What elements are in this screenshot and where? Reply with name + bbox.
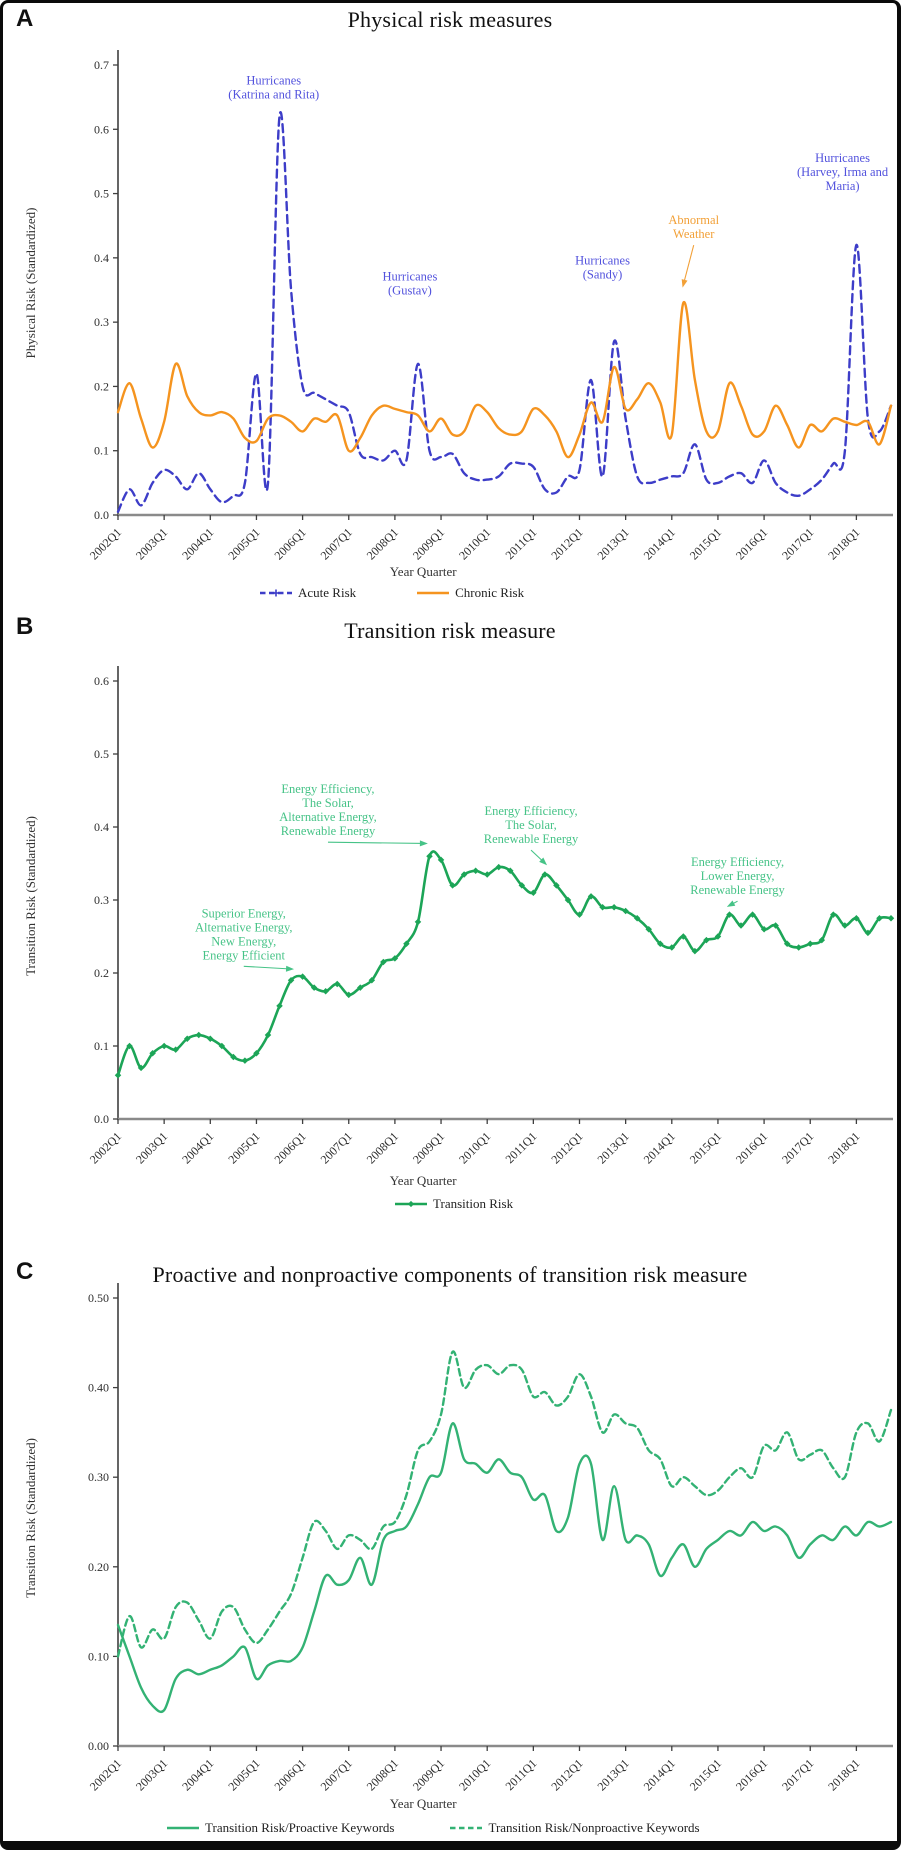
x-tick-label: 2015Q1 — [686, 1129, 725, 1167]
legend-label: Acute Risk — [298, 585, 357, 600]
y-tick-label: 0.1 — [94, 443, 109, 458]
annotation-text: Abnormal Weather — [668, 213, 720, 242]
annotation-text: Superior Energy, Alternative Energy, New Energy, Energy Efficient — [194, 906, 293, 963]
x-tick-label: 2014Q1 — [640, 1756, 678, 1794]
y-tick-label: 0.10 — [88, 1649, 109, 1664]
x-tick-label: 2009Q1 — [409, 1129, 448, 1167]
y-tick-label: 0.2 — [94, 379, 109, 394]
data-point-marker — [472, 868, 479, 875]
x-tick-label: 2012Q1 — [548, 1129, 586, 1167]
panel-a-legend — [259, 585, 524, 601]
annotation-text: Hurricanes (Gustav) — [382, 269, 438, 298]
panel-b-ylabel: Transition Risk (Standardized) — [23, 816, 38, 976]
x-tick-label: 2005Q1 — [225, 1129, 263, 1167]
y-tick-label: 0.3 — [94, 315, 109, 330]
x-tick-label: 2012Q1 — [548, 1756, 586, 1794]
annotation-arrow — [683, 245, 693, 285]
annotation-arrow — [244, 966, 291, 969]
data-point-marker — [196, 1032, 203, 1039]
y-tick-label: 0.6 — [94, 122, 109, 137]
x-tick-label: 2017Q1 — [779, 1129, 817, 1167]
legend-item — [166, 1820, 394, 1836]
x-tick-label: 2007Q1 — [317, 1756, 355, 1794]
series-transition-risk-nonproactive-keywords — [118, 1351, 891, 1656]
legend-swatch — [394, 1198, 428, 1210]
panel-b-label: B — [16, 613, 34, 640]
legend-label: Transition Risk — [433, 1196, 514, 1211]
x-tick-label: 2004Q1 — [179, 1129, 217, 1167]
x-tick-label: 2008Q1 — [363, 1756, 402, 1794]
x-tick-label: 2017Q1 — [779, 1756, 817, 1794]
panel-a-chart — [3, 3, 897, 611]
x-tick-label: 2008Q1 — [363, 525, 402, 563]
panel-c-chart — [3, 1256, 897, 1840]
legend-swatch — [259, 587, 293, 599]
x-tick-label: 2010Q1 — [456, 1129, 494, 1167]
data-point-marker — [888, 915, 895, 922]
annotation-text: Hurricanes (Harvey, Irma and Maria) — [796, 150, 889, 193]
y-tick-label: 0.1 — [94, 1039, 109, 1053]
x-tick-label: 2018Q1 — [825, 525, 863, 563]
panel-c-title: Proactive and nonproactive components of transition risk measure — [152, 1262, 748, 1287]
data-point-marker — [161, 1043, 168, 1050]
y-tick-label: 0.3 — [94, 893, 109, 907]
panel-b-title: Transition risk measure — [344, 618, 556, 643]
x-tick-label: 2009Q1 — [409, 525, 448, 563]
annotation-text: Energy Efficiency, Lower Energy, Renewable Energy — [690, 855, 785, 898]
x-tick-label: 2012Q1 — [548, 525, 586, 563]
x-tick-label: 2002Q1 — [86, 1129, 125, 1167]
data-point-marker — [415, 919, 422, 926]
x-tick-label: 2004Q1 — [179, 525, 217, 563]
x-tick-label: 2016Q1 — [732, 1756, 771, 1794]
legend-label: Transition Risk/Proactive Keywords — [205, 1820, 395, 1835]
x-tick-label: 2005Q1 — [225, 1756, 263, 1794]
x-tick-label: 2016Q1 — [732, 525, 771, 563]
legend-item — [416, 585, 524, 601]
legend-label: Chronic Risk — [455, 585, 525, 600]
annotation-arrowhead — [682, 279, 688, 287]
x-tick-label: 2014Q1 — [640, 1129, 678, 1167]
x-tick-label: 2011Q1 — [502, 1129, 540, 1167]
data-point-marker — [807, 941, 814, 948]
y-tick-label: 0.30 — [88, 1470, 109, 1485]
annotation-text: Hurricanes (Sandy) — [575, 253, 630, 282]
annotation-text: Energy Efficiency, The Solar, Alternative Energy, Renewable Energy — [279, 782, 377, 839]
legend-swatch — [449, 1822, 483, 1834]
x-tick-label: 2006Q1 — [271, 525, 309, 563]
data-point-marker — [611, 904, 618, 911]
x-tick-label: 2009Q1 — [409, 1756, 448, 1794]
y-tick-label: 0.4 — [94, 820, 109, 834]
y-tick-label: 0.6 — [94, 674, 109, 688]
data-point-marker — [115, 1072, 122, 1079]
x-tick-label: 2006Q1 — [271, 1129, 309, 1167]
y-tick-label: 0.7 — [94, 58, 109, 72]
x-tick-label: 2010Q1 — [456, 1756, 494, 1794]
y-tick-label: 0.5 — [94, 186, 109, 201]
x-tick-label: 2003Q1 — [133, 525, 171, 563]
legend-label: Transition Risk/Nonproactive Keywords — [488, 1820, 700, 1835]
data-point-marker — [795, 944, 802, 951]
x-tick-label: 2015Q1 — [686, 1756, 725, 1794]
y-tick-label: 0.0 — [94, 1112, 109, 1126]
panel-c-legend — [166, 1820, 700, 1836]
y-tick-label: 0.20 — [88, 1559, 109, 1574]
x-tick-label: 2013Q1 — [594, 1756, 632, 1794]
x-tick-label: 2016Q1 — [732, 1129, 771, 1167]
y-tick-label: 0.5 — [94, 747, 109, 761]
x-tick-label: 2008Q1 — [363, 1129, 402, 1167]
annotation-arrow — [328, 842, 425, 843]
y-tick-label: 0.40 — [88, 1380, 109, 1395]
panel-b-xlabel: Year Quarter — [389, 1173, 457, 1188]
x-tick-label: 2003Q1 — [133, 1756, 171, 1794]
panel-b-legend — [394, 1196, 513, 1212]
annotation-text: Hurricanes (Katrina and Rita) — [228, 73, 320, 102]
x-tick-label: 2017Q1 — [779, 525, 817, 563]
x-tick-label: 2007Q1 — [317, 1129, 355, 1167]
x-tick-label: 2013Q1 — [594, 1129, 632, 1167]
annotation-arrowhead — [286, 966, 294, 972]
series-acute-risk — [118, 112, 891, 512]
data-point-marker — [242, 1057, 249, 1064]
panel-c-xlabel: Year Quarter — [389, 1796, 457, 1811]
panel-a-title: Physical risk measures — [347, 7, 553, 32]
annotation-arrowhead — [420, 840, 428, 846]
panel-a-xlabel: Year Quarter — [389, 564, 457, 579]
x-tick-label: 2010Q1 — [456, 525, 494, 563]
annotation-text: Energy Efficiency, The Solar, Renewable Energy — [483, 804, 579, 847]
x-tick-label: 2018Q1 — [825, 1756, 863, 1794]
legend-swatch — [166, 1822, 200, 1834]
series-chronic-risk — [118, 302, 891, 457]
y-tick-label: 0.00 — [88, 1739, 109, 1753]
legend-item — [259, 585, 356, 601]
x-tick-label: 2004Q1 — [179, 1756, 217, 1794]
legend-item — [394, 1196, 513, 1212]
x-tick-label: 2006Q1 — [271, 1756, 309, 1794]
x-tick-label: 2011Q1 — [502, 525, 540, 563]
y-tick-label: 0.0 — [94, 508, 109, 522]
legend-item — [449, 1820, 699, 1836]
x-tick-label: 2005Q1 — [225, 525, 263, 563]
x-tick-label: 2003Q1 — [133, 1129, 171, 1167]
x-tick-label: 2018Q1 — [825, 1129, 863, 1167]
y-tick-label: 0.4 — [94, 250, 109, 265]
x-tick-label: 2002Q1 — [86, 1756, 125, 1794]
x-tick-label: 2014Q1 — [640, 525, 678, 563]
x-tick-label: 2011Q1 — [502, 1756, 540, 1794]
panel-a-label: A — [16, 5, 34, 32]
x-tick-label: 2007Q1 — [317, 525, 355, 563]
series-transition-risk-proactive-keywords — [118, 1423, 891, 1712]
y-tick-label: 0.2 — [94, 966, 109, 980]
y-tick-label: 0.50 — [88, 1291, 109, 1305]
panel-c-label: C — [16, 1258, 34, 1285]
x-tick-label: 2013Q1 — [594, 525, 632, 563]
x-tick-label: 2015Q1 — [686, 525, 725, 563]
legend-swatch — [416, 587, 450, 599]
panel-c-ylabel: Transition Risk (Standardized) — [23, 1438, 38, 1598]
x-tick-label: 2002Q1 — [86, 525, 125, 563]
annotation-arrowhead — [727, 900, 735, 906]
panel-b-chart — [3, 611, 897, 1256]
panel-a-ylabel: Physical Risk (Standardized) — [23, 207, 38, 359]
